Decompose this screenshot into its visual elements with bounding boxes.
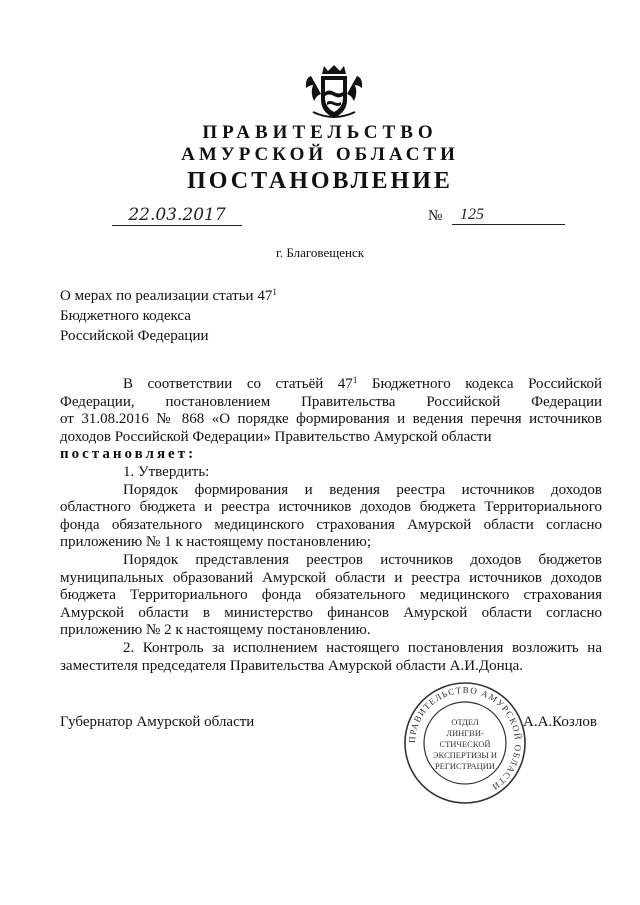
document-number: 125 bbox=[452, 206, 565, 225]
document-subject bbox=[60, 286, 277, 346]
body-line: Порядок представления реестров источников доходов бюджетов bbox=[123, 551, 602, 568]
body-line: 2. Контроль за исполнением настоящего постановления возложить на bbox=[123, 639, 602, 656]
body-line: муниципальных образований Амурской области и реестра источников доходов bbox=[60, 569, 602, 586]
body-line: В соответствии со статьёй $47^1$ Бюджетного кодекса Российской bbox=[123, 375, 603, 392]
body-line: Федерации, постановлением Правительства Российской Федерации bbox=[60, 393, 602, 410]
body-line: областного бюджета и реестра источников доходов бюджета Территориального bbox=[60, 499, 602, 516]
body-line: доходов Российской Федерации» Правительство Амурской области bbox=[60, 428, 492, 445]
body-line: 1. Утвердить: bbox=[123, 463, 210, 480]
signatory-position: Губернатор Амурской области bbox=[60, 714, 255, 730]
coat-of-arms-icon bbox=[303, 62, 365, 124]
body-line: бюджета Территориального фонда обязательного медицинского страхования bbox=[60, 587, 602, 604]
number-label: № bbox=[428, 208, 443, 224]
stamp-inner-line: РЕГИСТРАЦИИ bbox=[434, 761, 496, 771]
city-line: г. Благовещенск bbox=[275, 245, 365, 260]
body-line: Порядок формирования и ведения реестра источников доходов bbox=[123, 481, 602, 498]
document-date: 22.03.2017 bbox=[112, 205, 242, 226]
document-title: ПОСТАНОВЛЕНИЕ bbox=[187, 168, 453, 194]
stamp-inner-line: ЛИНГВИ- bbox=[446, 728, 484, 738]
body-line: от 31.08.2016 № 868 «О порядке формирования и ведения перечня источников bbox=[60, 411, 602, 428]
subject-line-2: Бюджетного кодекса bbox=[60, 308, 191, 324]
subject-line-3: Российской Федерации bbox=[60, 328, 209, 344]
body-line: приложению № 1 к настоящему постановлению; bbox=[60, 534, 372, 551]
signatory-name: А.А.Козлов bbox=[523, 714, 597, 730]
org-name-line1: ПРАВИТЕЛЬСТВО bbox=[202, 122, 438, 143]
org-name-line2: АМУРСКОЙ ОБЛАСТИ bbox=[181, 144, 459, 165]
official-stamp-icon bbox=[402, 680, 528, 806]
stamp-inner-line: ЭКСПЕРТИЗЫ И bbox=[432, 750, 498, 760]
stamp-outer-text: ПРАВИТЕЛЬСТВО АМУРСКОЙ ОБЛАСТИ bbox=[406, 684, 524, 793]
document-body bbox=[60, 376, 602, 675]
body-line: заместителя председателя Правительства Амурской области А.И.Донца. bbox=[60, 657, 524, 674]
stamp-inner-line: СТИЧЕСКОЙ bbox=[439, 739, 491, 749]
body-line: приложению № 2 к настоящему постановлению. bbox=[60, 622, 371, 639]
body-line: фонда обязательного медицинского страхования Амурской области согласно bbox=[60, 516, 602, 533]
subject-line-1: О мерах по реализации статьи $47^1$ bbox=[60, 287, 277, 304]
body-line: Амурской области в министерство финансов Амурской области согласно bbox=[60, 604, 602, 621]
resolution-word: постановляет: bbox=[60, 446, 197, 463]
stamp-inner-line: ОТДЕЛ bbox=[451, 717, 479, 727]
